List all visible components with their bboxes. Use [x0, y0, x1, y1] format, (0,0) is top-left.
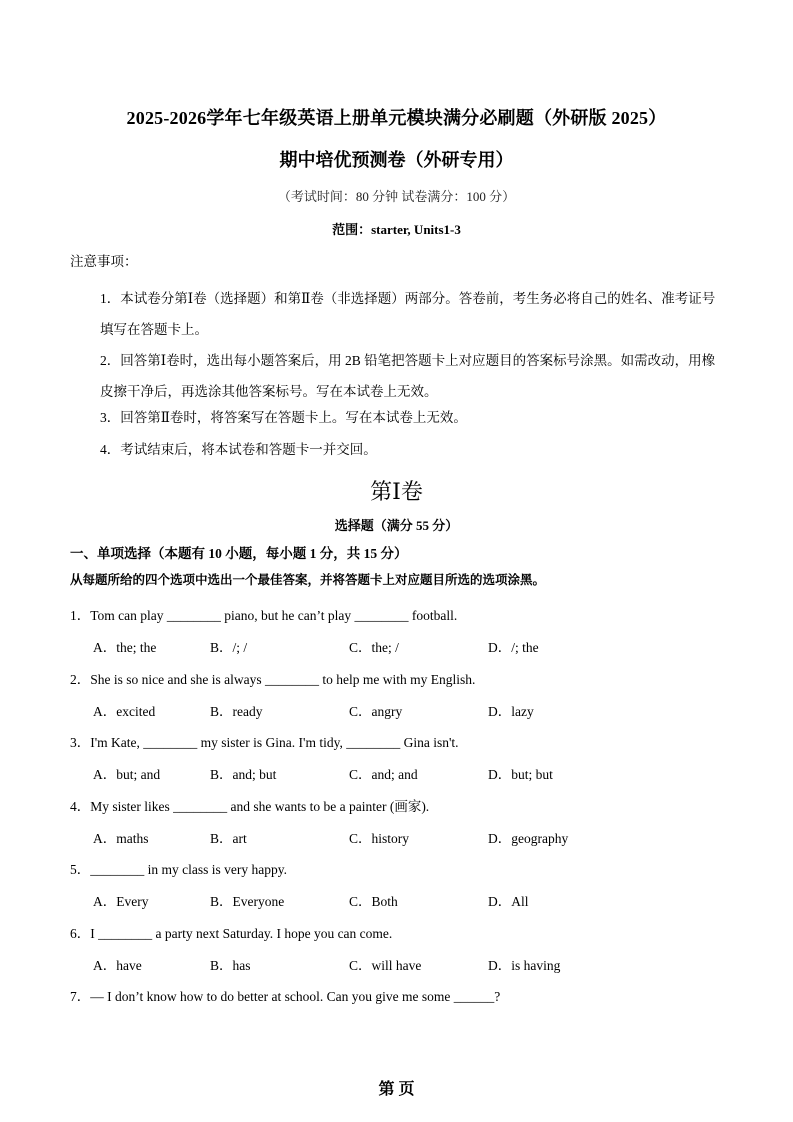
question-option: B．art: [210, 830, 247, 846]
question-option: C．the; /: [349, 640, 399, 655]
part-heading: 一、单项选择（本题有 10 小题，每小题 1 分，共 15 分）: [70, 546, 408, 561]
question-option: C．history: [349, 830, 410, 846]
exam-subtitle: 期中培优预测卷（外研专用）: [279, 150, 514, 170]
question-option: B．has: [210, 957, 251, 973]
question-option: C．Both: [349, 894, 398, 909]
question-option: C．will have: [349, 957, 422, 973]
section-subtitle: 选择题（满分 55 分）: [334, 518, 459, 533]
question-stem: 2．She is so nice and she is always ________ to help me with my English.: [70, 671, 476, 687]
question-stem: 4．My sister likes ________ and she wants to be a painter (画家).: [70, 798, 430, 814]
question-option: C．and; and: [349, 767, 418, 782]
question-option: B．/; /: [210, 640, 248, 655]
question-stem: 3．I'm Kate, ________ my sister is Gina. I'm tidy, ________ Gina isn't.: [70, 735, 459, 750]
exam-range: 范围：starter, Units1-3: [332, 222, 461, 237]
question-option: D．is having: [488, 957, 561, 973]
question-option: D．lazy: [488, 703, 534, 719]
question-option: A．but; and: [93, 767, 161, 782]
note-item-2: 2．回答第Ⅰ卷时，选出每小题答案后，用 2B 铅笔把答题卡上对应题目的答案标号涂黑。如需改动，用橡皮擦干净后，再选涂其他答案标号。写在本试卷上无效。: [100, 353, 716, 399]
exam-info: （考试时间：80 分钟 试卷满分：100 分）: [277, 189, 516, 204]
question-option: D．All: [488, 894, 529, 909]
note-item-3: 3．回答第Ⅱ卷时，将答案写在答题卡上。写在本试卷上无效。: [100, 410, 467, 425]
part-instruction: 从每题所给的四个选项中选出一个最佳答案，并将答题卡上对应题目所选的选项涂黑。: [70, 573, 546, 587]
question-option: B．and; but: [210, 767, 277, 782]
notes-heading: 注意事项：: [70, 254, 138, 269]
question-stem: 6．I ________ a party next Saturday. I hope you can come.: [70, 925, 393, 941]
section-title: 第Ⅰ卷: [370, 479, 423, 504]
page-number: 第 页: [378, 1081, 415, 1098]
question-option: A．Every: [93, 894, 149, 909]
question-stem: 1．Tom can play ________ piano, but he can’t play ________ football.: [70, 608, 458, 623]
question-option: B．Everyone: [210, 894, 285, 909]
question-stem: 7．— I don’t know how to do better at school. Can you give me some ______?: [70, 989, 501, 1004]
exam-title: 2025-2026学年七年级英语上册单元模块满分必刷题（外研版 2025）: [126, 108, 667, 128]
question-option: C．angry: [349, 703, 403, 719]
question-option: D．geography: [488, 830, 569, 846]
question-option: D．/; the: [488, 640, 539, 655]
question-option: A．the; the: [93, 640, 157, 655]
question-option: B．ready: [210, 703, 263, 719]
question-option: D．but; but: [488, 767, 553, 782]
question-option: A．excited: [93, 703, 156, 719]
question-stem: 5．________ in my class is very happy.: [70, 862, 287, 877]
note-item-4: 4．考试结束后，将本试卷和答题卡一并交回。: [100, 442, 377, 457]
note-item-1: 1．本试卷分第Ⅰ卷（选择题）和第Ⅱ卷（非选择题）两部分。答卷前，考生务必将自己的姓名、准考证号填写在答题卡上。: [100, 291, 716, 337]
question-option: A．maths: [93, 830, 149, 846]
question-option: A．have: [93, 957, 142, 973]
